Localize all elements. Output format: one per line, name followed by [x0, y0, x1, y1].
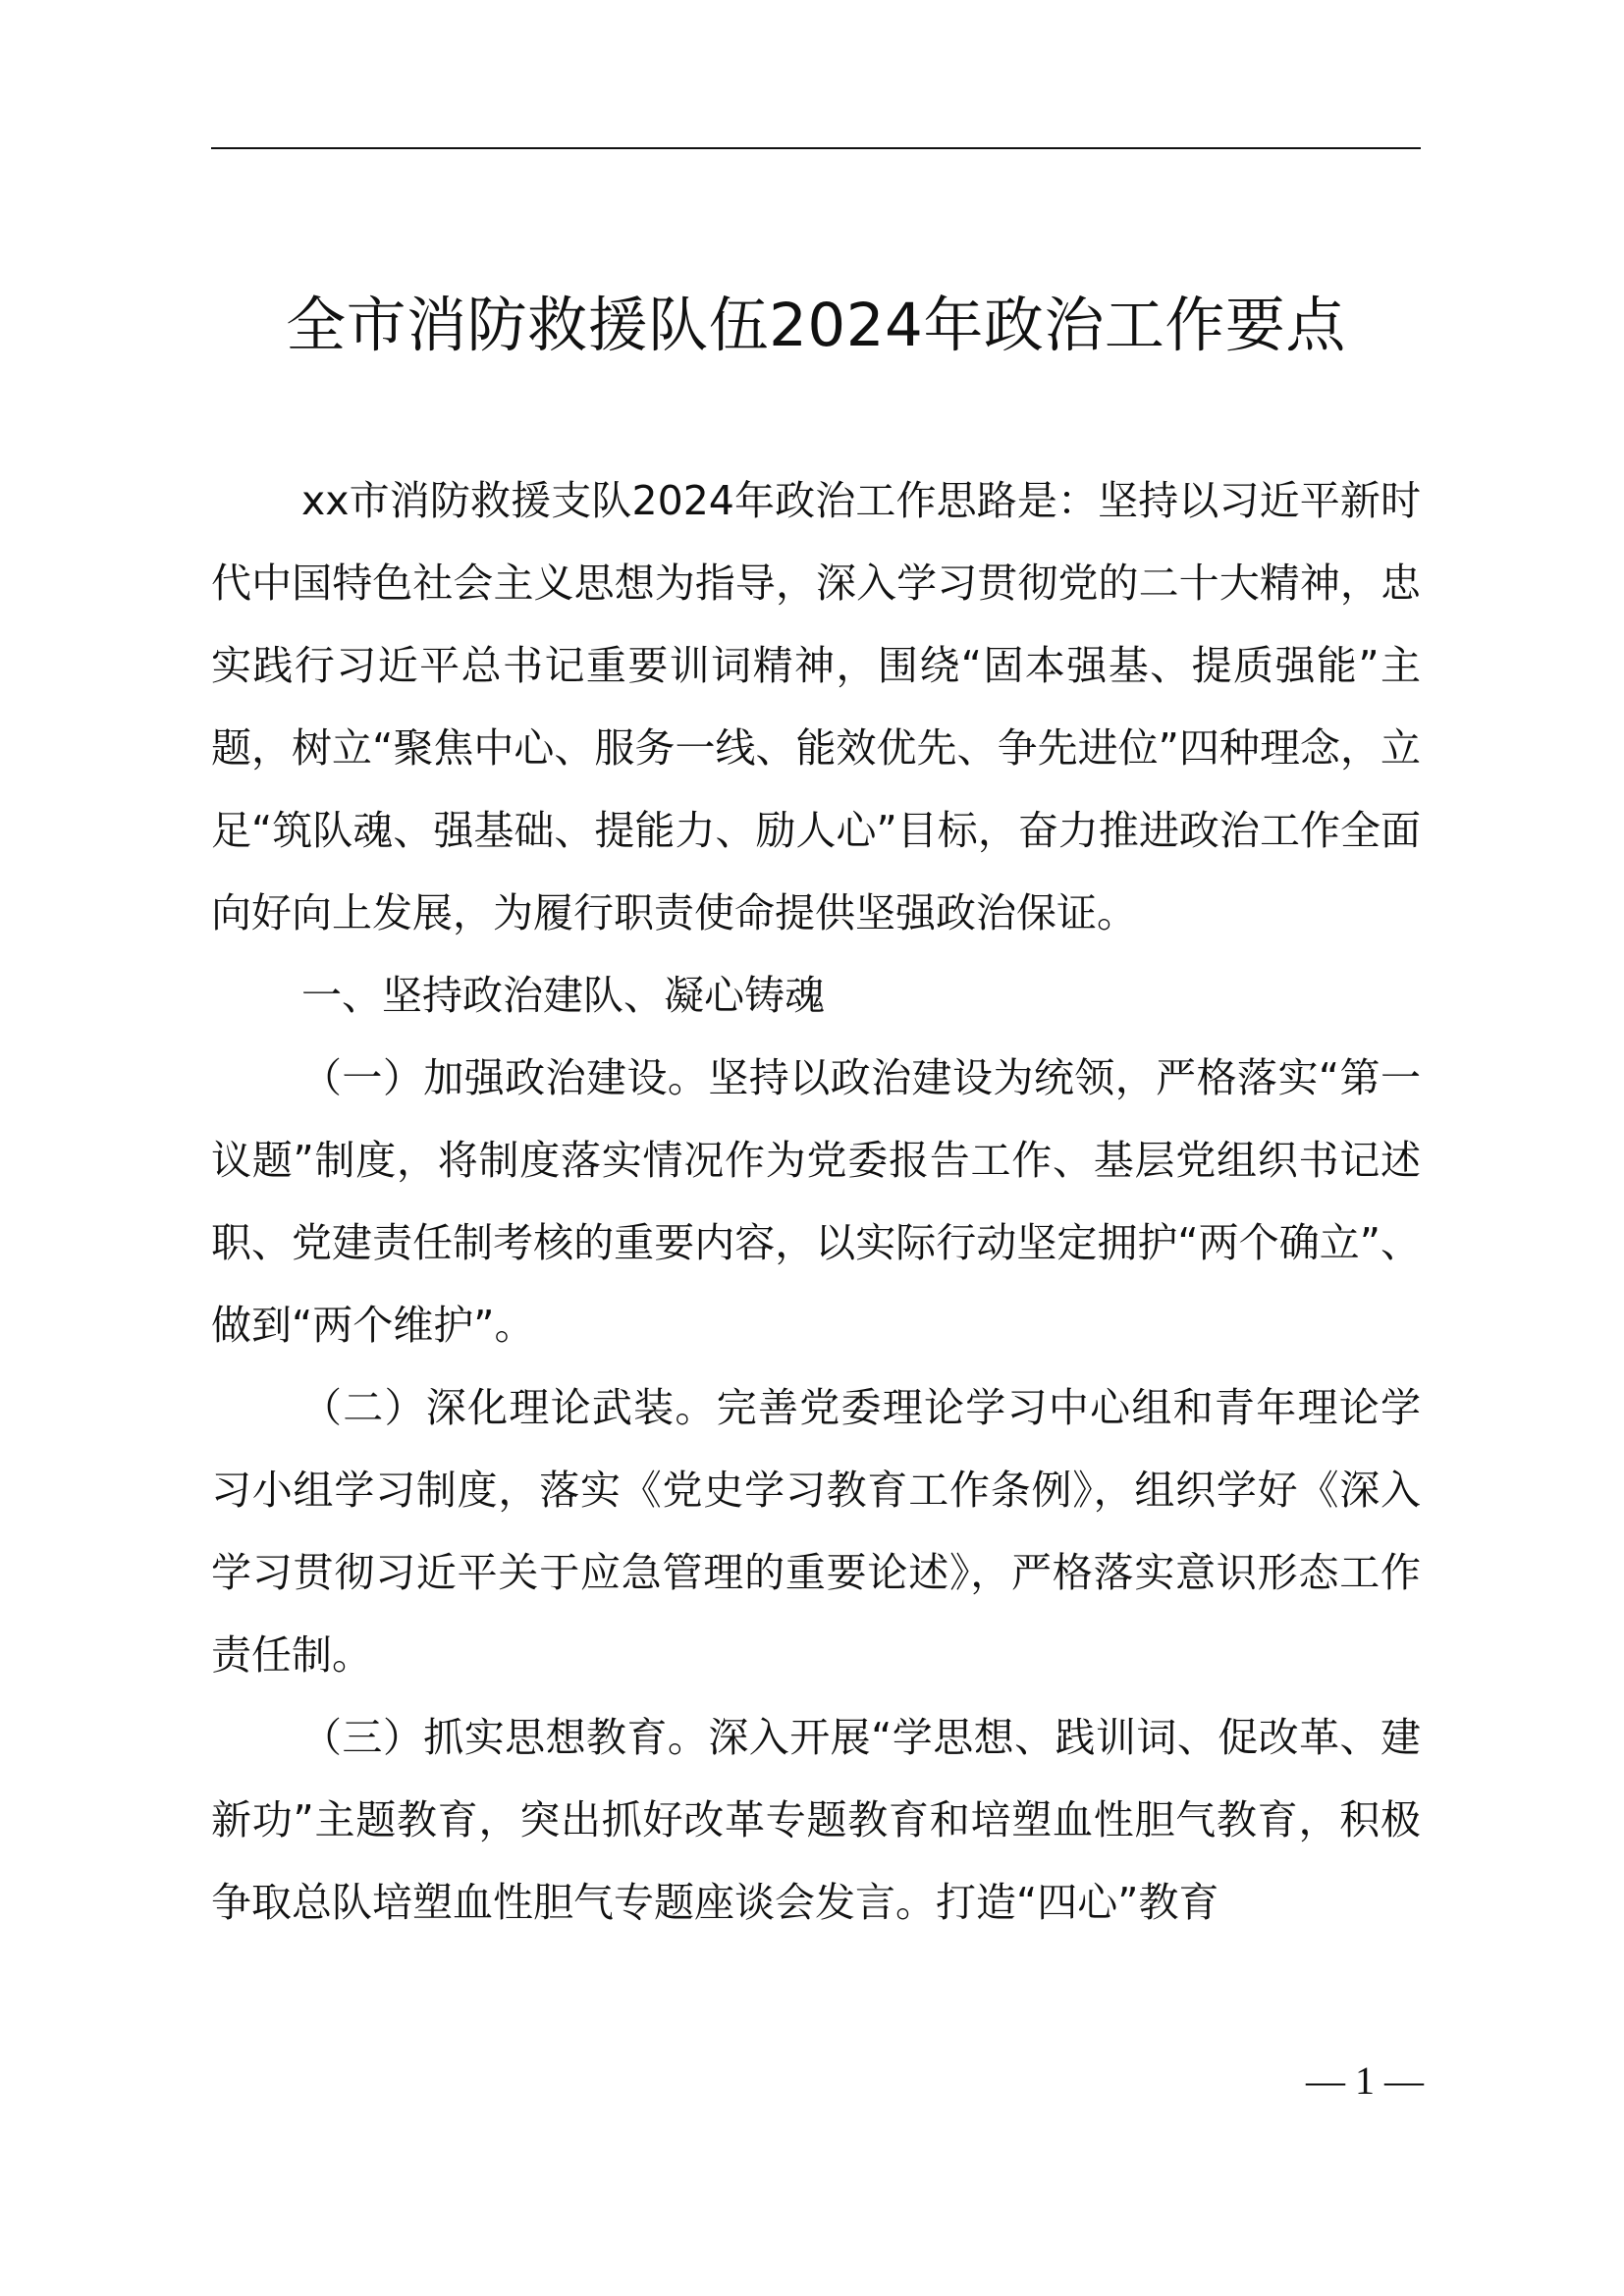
document-title: 全市消防救援队伍2024年政治工作要点	[286, 291, 1346, 360]
item-paragraph-1: （一）加强政治建设。坚持以政治建设为统领，严格落实“第一议题”制度，将制度落实情况作为党委报告工作、基层党组织书记述职、党建责任制考核的重要内容，以实际行动坚定拥护“两个确立”、做到“两个维护”。	[211, 1054, 1421, 1349]
item-paragraph-3: （三）抓实思想教育。深入开展“学思想、践训词、促改革、建新功”主题教育，突出抓好改革专题教育和培塑血性胆气教育，积极争取总队培塑血性胆气专题座谈会发言。打造“四心”教育	[211, 1714, 1421, 1926]
header-rule	[211, 147, 1421, 149]
intro-paragraph: xx市消防救援支队2024年政治工作思路是：坚持以习近平新时代中国特色社会主义思想为指导，深入学习贯彻党的二十大精神，忠实践行习近平总书记重要训词精神，围绕“固本强基、提质强能”主题，树立“聚焦中心、服务一线、能效优先、争先进位”四种理念，立足“筑队魂、强基础、提能力、励人心”目标，奋力推进政治工作全面向好向上发展，为履行职责使命提供坚强政治保证。	[211, 477, 1421, 936]
page-number: — 1 —	[1306, 2058, 1424, 2103]
document-body	[211, 459, 1421, 1944]
section-heading-1: 一、坚持政治建队、凝心铸魂	[301, 972, 825, 1019]
item-paragraph-2: （二）深化理论武装。完善党委理论学习中心组和青年理论学习小组学习制度，落实《党史学习教育工作条例》，组织学好《深入学习贯彻习近平关于应急管理的重要论述》，严格落实意识形态工作责任制。	[211, 1384, 1421, 1679]
